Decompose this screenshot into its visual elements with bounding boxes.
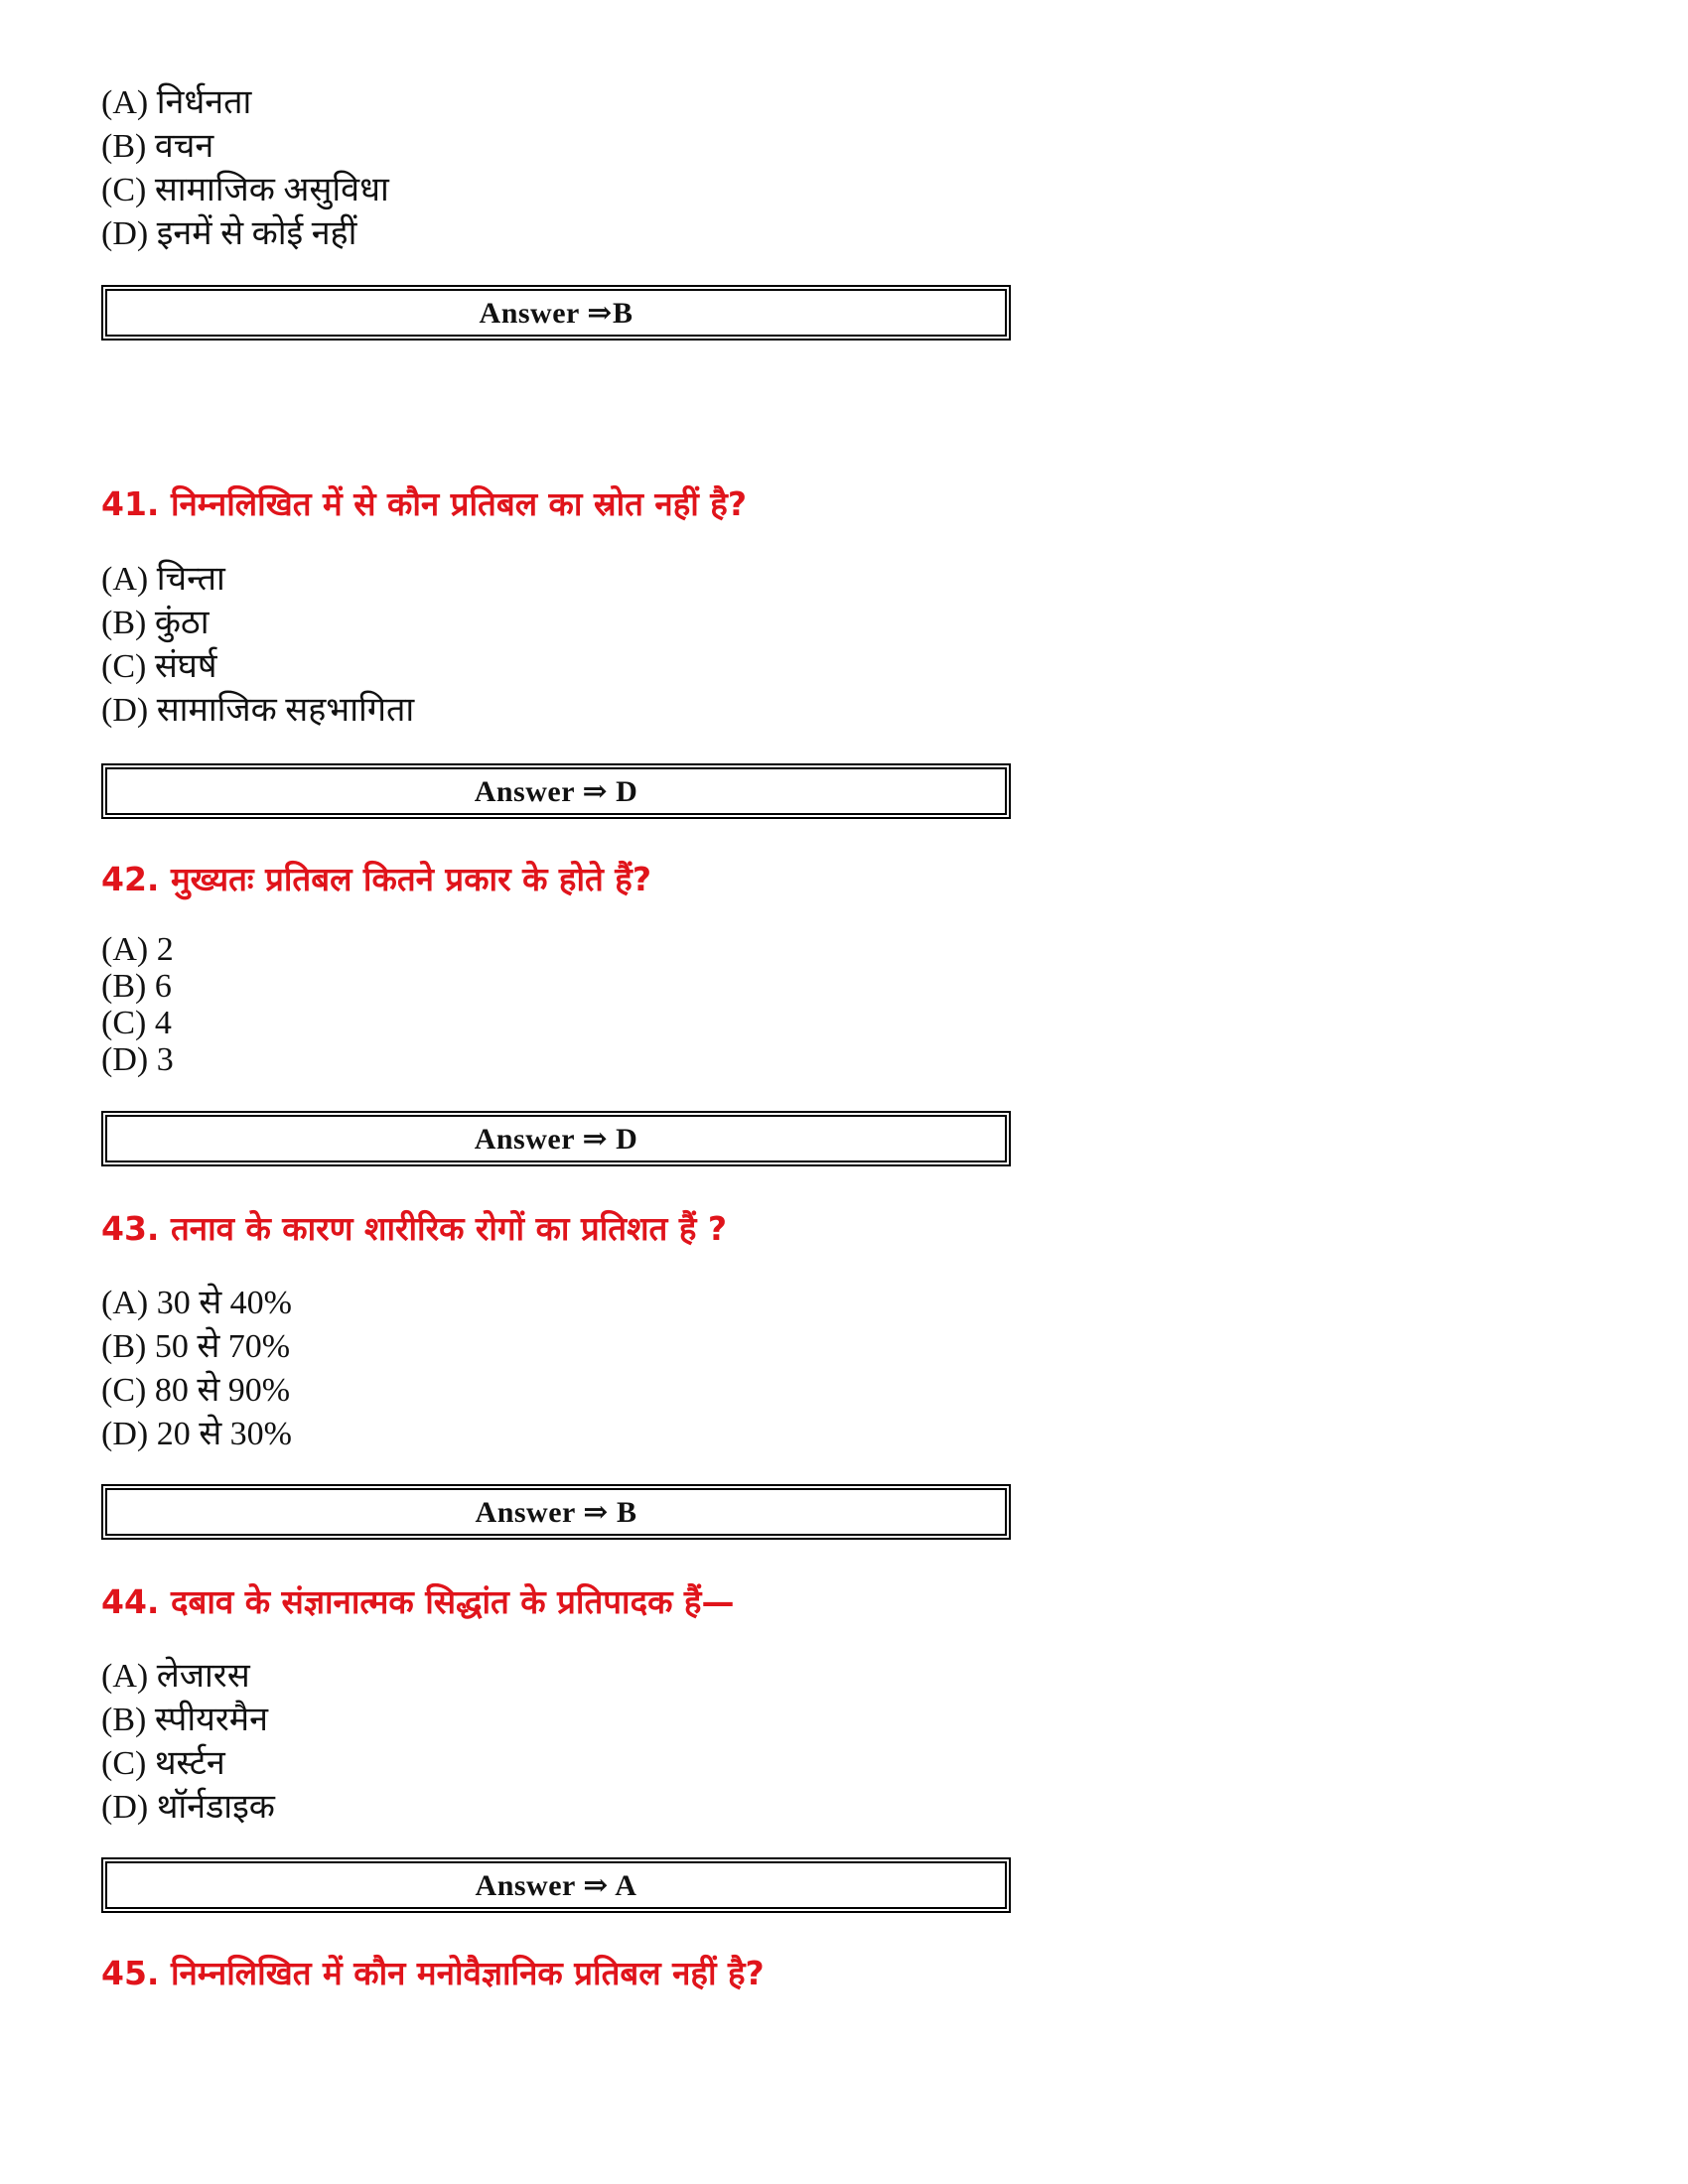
- q40-option-d: (D) इनमें से कोई नहीं: [101, 215, 357, 252]
- q42-option-c: (C) 4: [101, 1005, 172, 1041]
- q40-option-c: (C) सामाजिक असुविधा: [101, 172, 389, 208]
- q40-answer-box: [101, 285, 1011, 341]
- q43-answer: Answer ⇒ B: [475, 1495, 637, 1529]
- q42-answer-box: [101, 1111, 1011, 1166]
- q40-option-a: (A) निर्धनता: [101, 84, 252, 121]
- q41-option-a: (A) चिन्ता: [101, 561, 225, 598]
- q44-option-c: (C) थर्स्टन: [101, 1745, 225, 1782]
- q41-option-b: (B) कुंठा: [101, 605, 210, 641]
- q40-answer: Answer ⇒B: [479, 296, 633, 330]
- q42-question: 42. मुख्यतः प्रतिबल कितने प्रकार के होते हैं?: [101, 860, 651, 898]
- q43-question: 43. तनाव के कारण शारीरिक रोगों का प्रतिशत हैं ?: [101, 1209, 727, 1248]
- q42-options: [101, 931, 174, 1078]
- q44-answer: Answer ⇒ A: [475, 1868, 637, 1902]
- q41-answer-box: [101, 763, 1011, 819]
- q42-option-d: (D) 3: [101, 1041, 174, 1078]
- q41-question: 41. निम्नलिखित में से कौन प्रतिबल का स्रोत नहीं है?: [101, 484, 747, 523]
- q44-option-d: (D) थॉर्नडाइक: [101, 1789, 275, 1826]
- q45-question: 45. निम्नलिखित में कौन मनोवैज्ञानिक प्रतिबल नहीं है?: [101, 1954, 765, 1992]
- q44-option-a: (A) लेजारस: [101, 1658, 250, 1695]
- q40-option-b: (B) वचन: [101, 128, 214, 165]
- q44-answer-box: [101, 1857, 1011, 1913]
- q44-option-b: (B) स्पीयरमैन: [101, 1702, 268, 1738]
- q42-option-b: (B) 6: [101, 968, 172, 1005]
- q41-option-d: (D) सामाजिक सहभागिता: [101, 692, 415, 729]
- q42-answer: Answer ⇒ D: [474, 1122, 638, 1156]
- q43-answer-box: [101, 1484, 1011, 1540]
- q43-option-b: (B) 50 से 70%: [101, 1328, 291, 1365]
- q41-options: [101, 558, 414, 733]
- q42-option-a: (A) 2: [101, 931, 174, 968]
- q43-option-a: (A) 30 से 40%: [101, 1285, 293, 1321]
- q41-option-c: (C) संघर्ष: [101, 648, 217, 685]
- q44-question: 44. दबाव के संज्ञानात्मक सिद्धांत के प्रतिपादक हैं—: [101, 1582, 735, 1621]
- q43-options: [101, 1282, 292, 1456]
- q43-option-c: (C) 80 से 90%: [101, 1372, 291, 1409]
- q43-option-d: (D) 20 से 30%: [101, 1416, 293, 1452]
- q44-options: [101, 1655, 275, 1830]
- q41-answer: Answer ⇒ D: [474, 774, 638, 808]
- q40-options: [101, 81, 389, 256]
